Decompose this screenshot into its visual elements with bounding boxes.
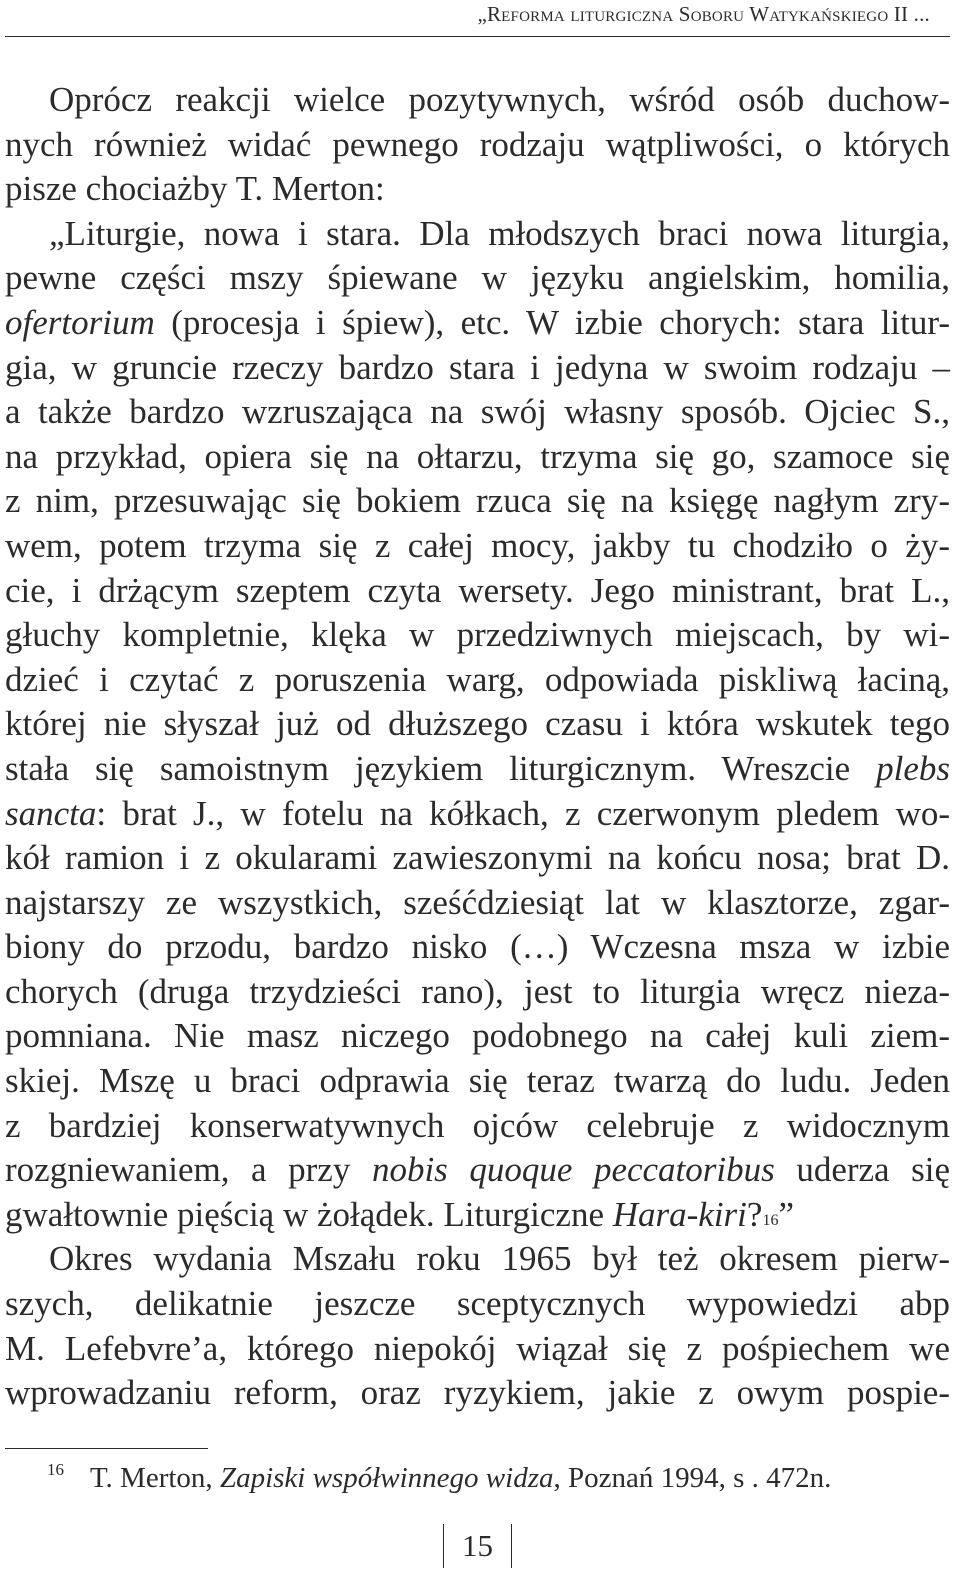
italic-term: nobis quoque peccatoribus bbox=[371, 1150, 775, 1190]
text-line bbox=[5, 301, 950, 346]
text-line: „Liturgie, nowa i stara. Dla młodszych braci nowa liturgia, bbox=[49, 213, 950, 253]
body-text bbox=[5, 78, 950, 1416]
italic-term: Hara-kiri bbox=[612, 1194, 747, 1234]
footnote bbox=[47, 1462, 831, 1495]
text-line: gia, w gruncie rzeczy bardzo stara i jedyna w swoim rodzaju – bbox=[5, 347, 950, 387]
text-segment: : brat J., w fotelu na kółkach, z czerwonym pledem wo- bbox=[96, 793, 950, 833]
text-line: kół ramion i z okularami zawieszonymi na końcu nosa; brat D. bbox=[5, 838, 950, 878]
footnote-author: T. Merton, bbox=[90, 1462, 213, 1494]
italic-term: plebs bbox=[876, 748, 950, 788]
text-line: najstarszy ze wszystkich, sześćdziesiąt lat w klasztorze, zgar- bbox=[5, 882, 950, 922]
text-line: pisze chociażby T. Merton: bbox=[5, 169, 385, 209]
text-line: M. Lefebvre’a, którego niepokój wiązał się z pośpiechem we bbox=[5, 1328, 950, 1368]
footnote-rule bbox=[5, 1448, 208, 1449]
text-segment: uderza się bbox=[796, 1150, 951, 1190]
text-line: z nim, przesuwając się bokiem rzuca się na księgę nagłym zry- bbox=[5, 481, 950, 521]
text-line: dzieć i czytać z poruszenia warg, odpowiada piskliwą łaciną, bbox=[5, 659, 950, 699]
text-line bbox=[5, 747, 950, 792]
footnote-number: 16 bbox=[47, 1460, 64, 1479]
header-rule bbox=[5, 36, 950, 37]
footnote-reference[interactable]: 16 bbox=[762, 1211, 779, 1229]
text-line: szych, delikatnie jeszcze sceptycznych wypowiedzi abp bbox=[5, 1284, 950, 1324]
text-line: Oprócz reakcji wielce pozytywnych, wśród osób duchow- bbox=[49, 80, 950, 119]
text-line: wem, potem trzyma się z całej mocy, jakby tu chodziło o ży- bbox=[5, 525, 950, 565]
text-line: cie, i drżącym szeptem czyta wersety. Jego ministrant, brat L., bbox=[5, 570, 950, 610]
text-line bbox=[5, 1148, 950, 1193]
footnote-rest: , Poznań 1994, s . 472n. bbox=[553, 1462, 832, 1494]
text-line: której nie słyszał już od dłuższego czasu i która wskutek tego bbox=[5, 704, 950, 744]
text-line: na przykład, opiera się na ołtarzu, trzyma się go, szamoce się bbox=[5, 436, 950, 476]
italic-term: sancta bbox=[5, 793, 97, 833]
text-line: pewne części mszy śpiewane w języku angielskim, homilia, bbox=[5, 258, 950, 298]
text-line: nych również widać pewnego rodzaju wątpliwości, o których bbox=[5, 124, 950, 164]
text-line: głuchy kompletnie, klęka w przedziwnych miejscach, by wi- bbox=[5, 615, 950, 655]
text-line: biony do przodu, bardzo nisko (…) Wczesna msza w izbie bbox=[5, 927, 950, 967]
text-line: chorych (druga trzydzieści rano), jest to liturgia wręcz nieza- bbox=[5, 971, 950, 1011]
text-segment: gwałtownie pięścią w żołądek. Liturgiczne bbox=[5, 1194, 604, 1234]
text-segment: stała się samoistnym językiem liturgicznym. Wreszcie bbox=[5, 748, 851, 788]
text-line: z bardziej konserwatywnych ojców celebruje z widocznym bbox=[5, 1105, 950, 1145]
text-line bbox=[5, 1193, 950, 1238]
text-segment: rozgniewaniem, a przy bbox=[5, 1150, 351, 1190]
italic-term: ofertorium bbox=[5, 302, 155, 342]
text-line: skiej. Mszę u braci odprawia się teraz twarzą do ludu. Jeden bbox=[5, 1061, 950, 1101]
running-header: „Reforma liturgiczna Soboru Watykańskiego II ... bbox=[477, 2, 930, 26]
text-line: Okres wydania Mszału roku 1965 był też okresem pierw- bbox=[49, 1239, 950, 1279]
footnote-title: Zapiski współwinnego widza bbox=[219, 1462, 554, 1494]
text-line: a także bardzo wzruszająca na swój własny sposób. Ojciec S., bbox=[5, 392, 950, 432]
text-line: pomniana. Nie masz niczego podobnego na całej kuli ziem- bbox=[5, 1016, 950, 1056]
text-segment: ? bbox=[746, 1194, 763, 1234]
text-line: wprowadzaniu reform, oraz ryzykiem, jakie z owym pospie- bbox=[5, 1373, 950, 1413]
page-number: 15 bbox=[443, 1524, 512, 1568]
text-segment: ” bbox=[778, 1194, 794, 1234]
text-segment: (procesja i śpiew), etc. W izbie chorych: stara litur- bbox=[171, 302, 950, 342]
text-line bbox=[5, 792, 950, 837]
